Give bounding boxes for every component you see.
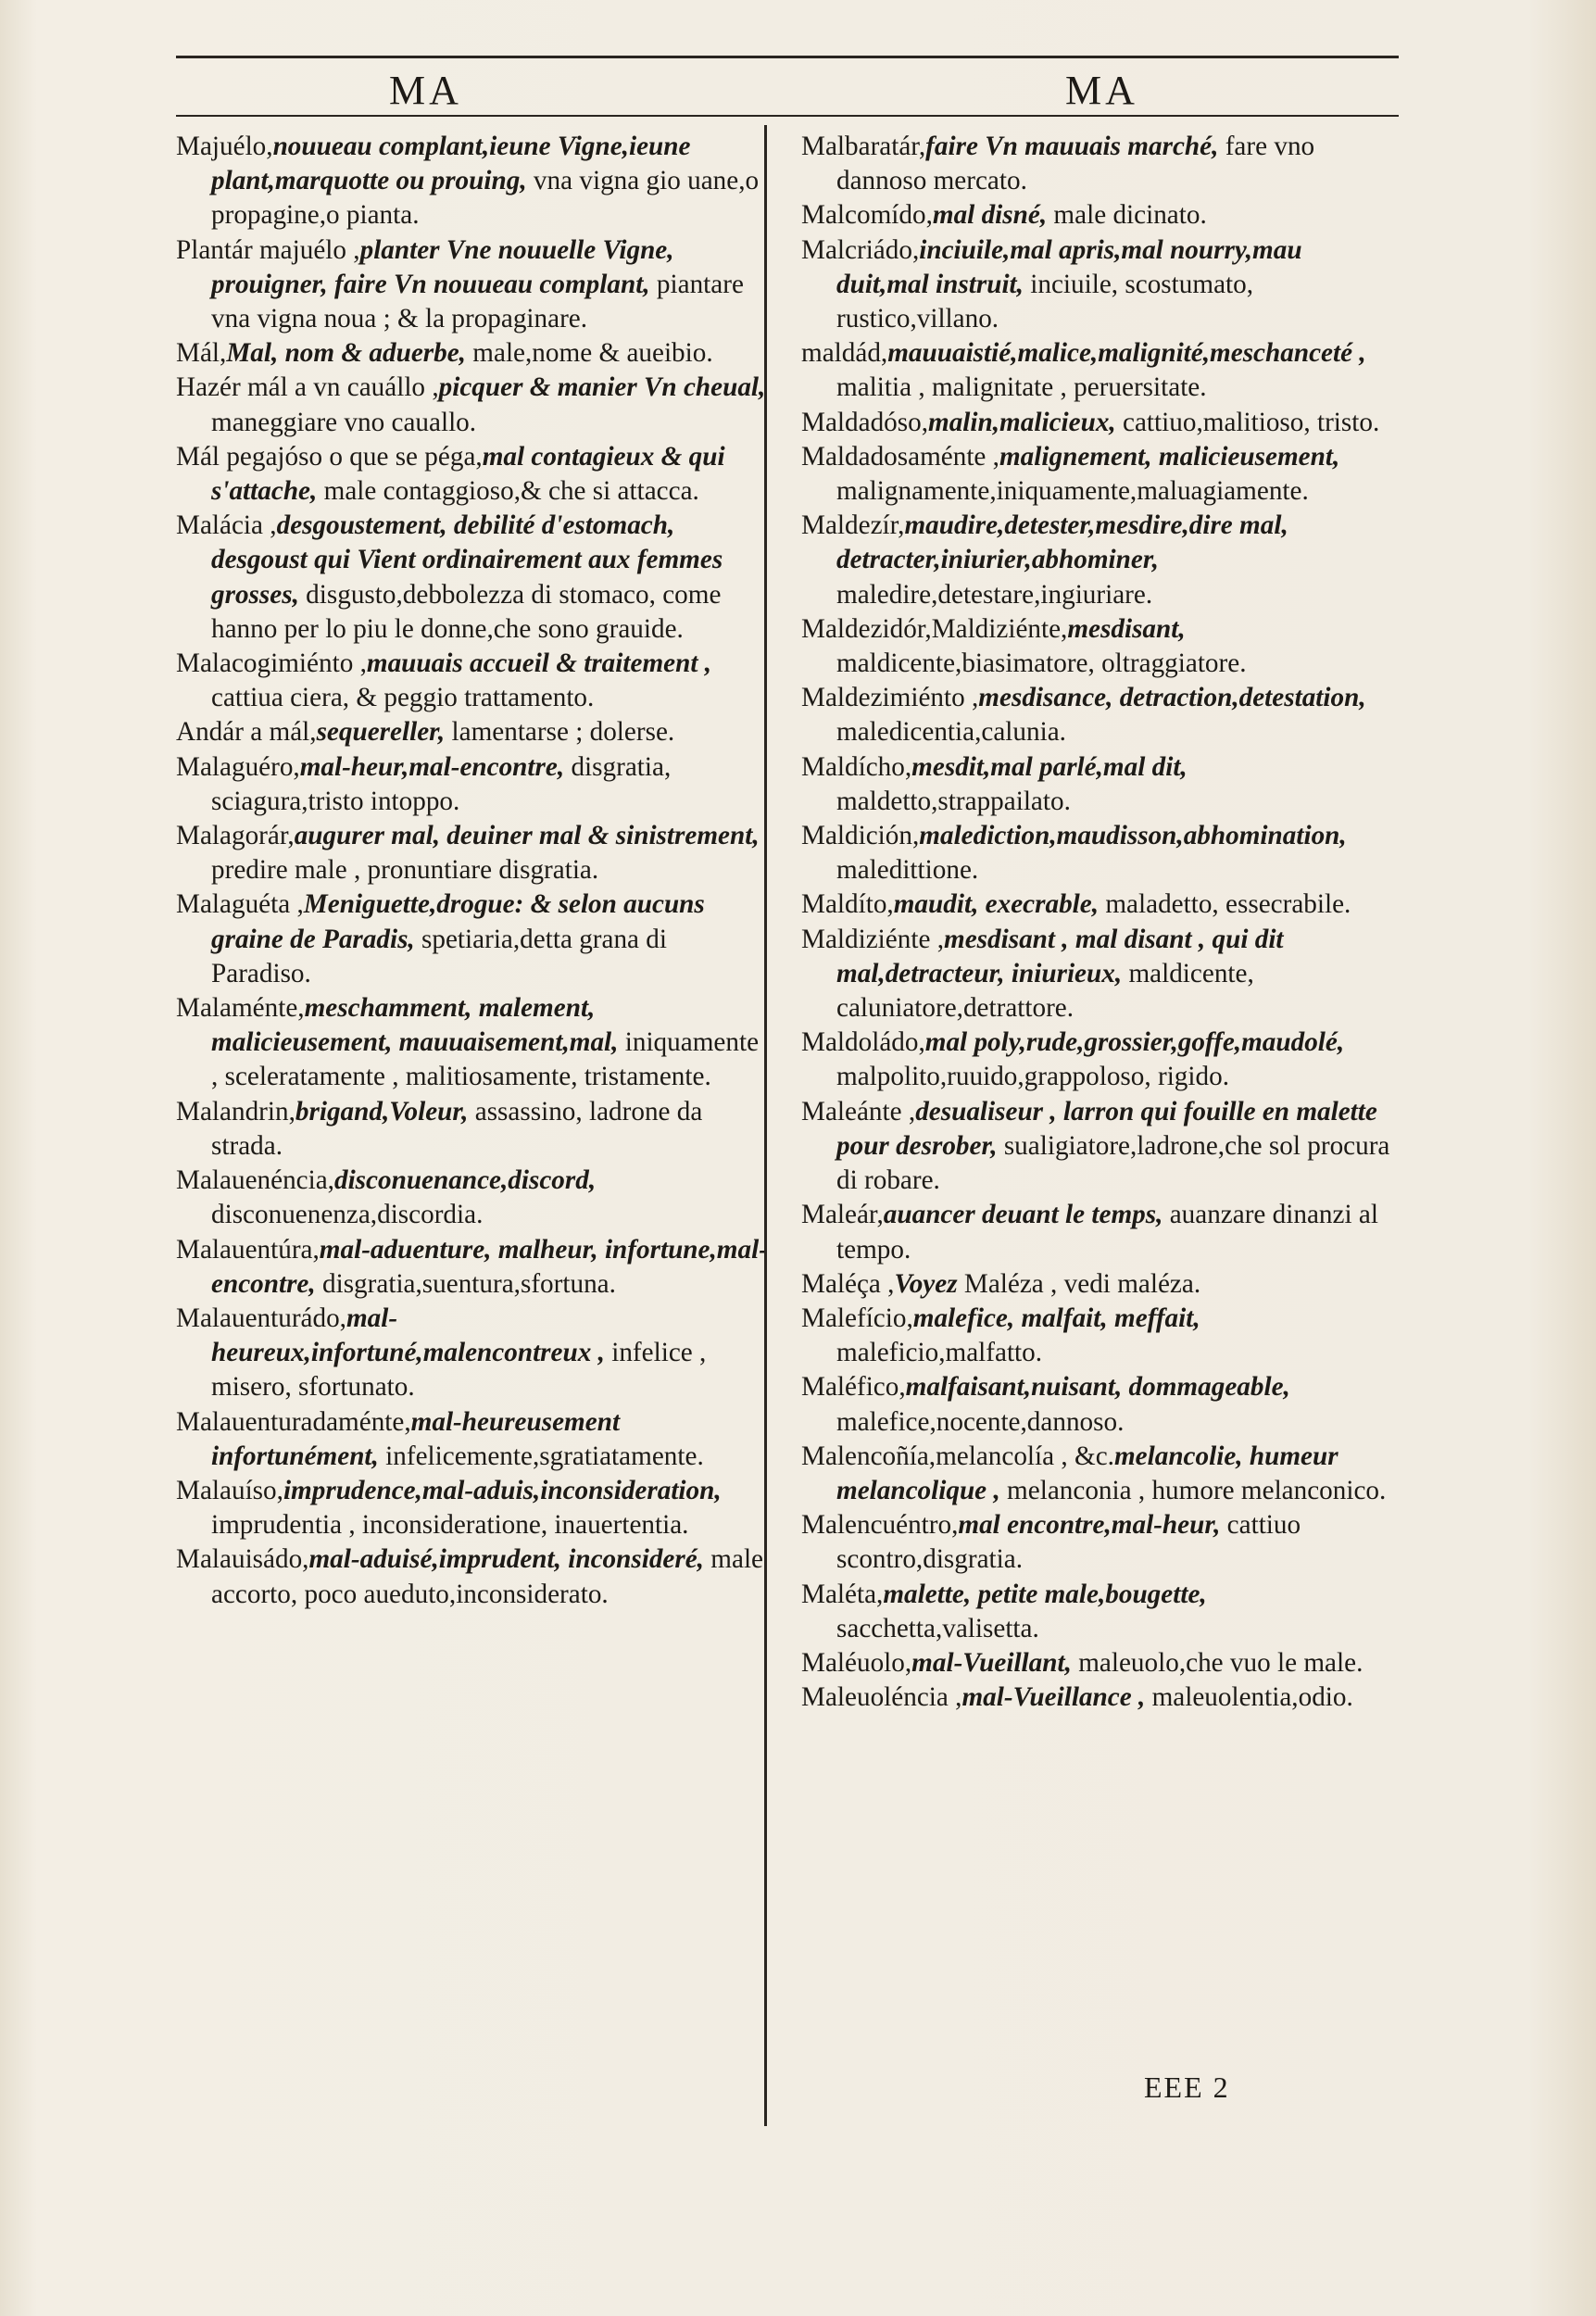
italian-gloss: male,nome & aueibio. xyxy=(472,338,713,369)
dictionary-entry xyxy=(801,1198,1394,1266)
italian-gloss: maleuolo,che vuo le male. xyxy=(1078,1647,1364,1678)
italian-gloss: cattiua ciera, & peggio trattamento. xyxy=(211,683,595,713)
headword: Maldiziénte , xyxy=(801,924,944,954)
dictionary-entry xyxy=(176,130,769,233)
french-gloss: inciuile,mal apris,mal nourry,mau duit,mal instruit, xyxy=(836,234,1302,299)
french-gloss: imprudence,mal-aduis,inconsideration, xyxy=(283,1475,722,1505)
dictionary-entry xyxy=(176,1474,769,1542)
dictionary-entry xyxy=(801,1578,1394,1646)
headword: Maléta, xyxy=(801,1579,884,1609)
headword: Maléfico, xyxy=(801,1372,906,1403)
italian-gloss: vna vigna gio uane,o propagine,o pianta. xyxy=(211,166,760,231)
italian-gloss: sualigiatore,ladrone,che sol procura di robare. xyxy=(836,1130,1390,1196)
french-gloss: mal-heureusement infortunément, xyxy=(211,1406,621,1471)
french-gloss: mesdit,mal parlé,mal dit, xyxy=(911,751,1188,782)
running-head-right: MA xyxy=(1065,68,1138,113)
dictionary-entry xyxy=(176,715,769,749)
italian-gloss: malignamente,iniquamente,maluagiamente. xyxy=(836,476,1309,507)
headword: Malefício, xyxy=(801,1303,913,1333)
italian-gloss: male accorto, poco aueduto,inconsiderato. xyxy=(211,1544,764,1609)
dictionary-entry xyxy=(176,1233,769,1302)
headword: Malauenéncia, xyxy=(176,1165,334,1196)
headword: Malencuéntro, xyxy=(801,1510,959,1541)
italian-gloss: infelicemente,sgratiatamente. xyxy=(385,1441,704,1471)
headword: Malauenturádo, xyxy=(176,1303,346,1333)
french-gloss: mal-aduenture, malheur, infortune,mal-encontre, xyxy=(211,1234,768,1299)
french-gloss: malefice, malfait, meffait, xyxy=(912,1303,1200,1333)
headword: Maldoládo, xyxy=(801,1027,925,1058)
dictionary-entry xyxy=(801,923,1394,1026)
dictionary-entry xyxy=(176,1302,769,1405)
italian-gloss: fare vno dannoso mercato. xyxy=(836,132,1315,196)
italian-gloss: lamentarse ; dolerse. xyxy=(451,717,675,748)
french-gloss: desualiseur , larron qui fouille en malette pour desrober, xyxy=(836,1096,1377,1161)
headword: Maldícho, xyxy=(801,751,912,782)
italian-gloss: maledittione. xyxy=(836,855,979,886)
dictionary-entry xyxy=(176,991,769,1095)
dictionary-entry xyxy=(801,406,1394,440)
french-gloss: mal-heur,mal-encontre, xyxy=(299,751,565,782)
italian-gloss: malefice,nocente,dannoso. xyxy=(836,1406,1125,1437)
italian-gloss: assassino, ladrone da strada. xyxy=(211,1096,703,1161)
headword: maldád, xyxy=(801,338,888,369)
french-gloss: planter Vne nouuelle Vigne, prouigner, faire Vn nouueau complant, xyxy=(211,234,674,299)
headword: Hazér mál a vn cauállo , xyxy=(176,372,439,403)
french-gloss: maudire,detester,mesdire,dire mal, detracter,iniurier,abhominer, xyxy=(836,510,1288,575)
column-divider xyxy=(764,125,767,2126)
italian-gloss: maneggiare vno cauallo. xyxy=(211,407,477,437)
dictionary-entry xyxy=(801,1440,1394,1508)
right-column xyxy=(801,130,1394,1715)
dictionary-entry xyxy=(176,647,769,715)
dictionary-entry xyxy=(801,819,1394,887)
italian-gloss: maleficio,malfatto. xyxy=(836,1338,1043,1368)
dictionary-entry xyxy=(801,198,1394,233)
italian-gloss: predire male , pronuntiare disgratia. xyxy=(211,855,599,886)
french-gloss: mal contagieux & qui s'attache, xyxy=(211,441,725,507)
italian-gloss: disgratia, sciagura,tristo intoppo. xyxy=(211,751,672,816)
french-gloss: mesdisance, detraction,detestation, xyxy=(978,683,1366,713)
french-gloss: Voyez xyxy=(894,1268,958,1299)
headword: Malauenturadaménte, xyxy=(176,1406,411,1437)
dictionary-entry xyxy=(801,233,1394,337)
dictionary-entry xyxy=(176,440,769,509)
italian-gloss: Maléza , vedi maléza. xyxy=(963,1268,1201,1299)
headword: Andár a mál, xyxy=(176,717,317,748)
french-gloss: malignement, malicieusement, xyxy=(999,441,1340,472)
dictionary-entry xyxy=(176,1095,769,1164)
dictionary-entry xyxy=(801,130,1394,198)
italian-gloss: maleuolentia,odio. xyxy=(1151,1682,1353,1713)
italian-gloss: maldetto,strappailato. xyxy=(836,786,1071,816)
headword: Maleár, xyxy=(801,1200,884,1230)
headword: Maldíto, xyxy=(801,889,894,920)
italian-gloss: cattiuo,malitioso, tristo. xyxy=(1123,407,1380,437)
dictionary-entry xyxy=(801,1680,1394,1715)
french-gloss: mesdisant, xyxy=(1067,613,1186,644)
headword: Maldezír, xyxy=(801,510,905,541)
italian-gloss: maldicente,biasimatore, oltraggiatore. xyxy=(836,648,1247,679)
header-rule-top xyxy=(176,56,1399,58)
french-gloss: malediction,maudisson,abhomination, xyxy=(919,821,1347,851)
italian-gloss: maladetto, essecrabile. xyxy=(1105,889,1351,920)
header-rule-bottom xyxy=(176,115,1399,117)
italian-gloss: auanzare dinanzi al tempo. xyxy=(836,1200,1378,1265)
headword: Malaménte, xyxy=(176,993,305,1024)
dictionary-entry xyxy=(176,819,769,887)
italian-gloss: cattiuo scontro,disgratia. xyxy=(836,1510,1301,1575)
headword: Maléça , xyxy=(801,1268,895,1299)
italian-gloss: maledire,detestare,ingiuriare. xyxy=(836,579,1153,610)
french-gloss: sequereller, xyxy=(316,717,446,748)
french-gloss: mauuais accueil & traitement , xyxy=(366,648,712,679)
french-gloss: mauuaistié,malice,malignité,meschanceté , xyxy=(887,338,1366,369)
italian-gloss: male dicinato. xyxy=(1053,200,1207,231)
headword: Maldición, xyxy=(801,821,920,851)
headword: Malencoñía,melancolía , &c. xyxy=(801,1441,1114,1471)
french-gloss: desgoustement, debilité d'estomach, desgoust qui Vient ordinairement aux femmes grosses, xyxy=(211,510,723,610)
french-gloss: brigand,Voleur, xyxy=(295,1096,469,1127)
french-gloss: picquer & manier Vn cheual, xyxy=(438,372,766,403)
italian-gloss: melanconia , humore melanconico. xyxy=(1007,1475,1387,1505)
italian-gloss: infelice , misero, sfortunato. xyxy=(211,1338,707,1403)
italian-gloss: spetiaria,detta grana di Paradiso. xyxy=(211,924,668,988)
french-gloss: augurer mal, deuiner mal & sinistrement, xyxy=(294,821,760,851)
italian-gloss: piantare vna vigna noua ; & la propaginare. xyxy=(211,269,744,334)
french-gloss: Mal, nom & aduerbe, xyxy=(226,338,466,369)
dictionary-entry xyxy=(176,1405,769,1474)
headword: Maldezimiénto , xyxy=(801,683,979,713)
italian-gloss: maledicentia,calunia. xyxy=(836,717,1066,748)
italian-gloss: malitia , malignitate , peruersitate. xyxy=(836,372,1207,403)
italian-gloss: maldicente, caluniatore,detrattore. xyxy=(836,958,1254,1024)
headword: Maldezidór,Maldiziénte, xyxy=(801,613,1068,644)
italian-gloss: male contaggioso,& che si attacca. xyxy=(323,476,699,507)
headword: Maléuolo, xyxy=(801,1647,912,1678)
headword: Malbaratár, xyxy=(801,132,926,161)
dictionary-entry xyxy=(801,1267,1394,1302)
headword: Malcomído, xyxy=(801,200,933,231)
headword: Maldadosaménte , xyxy=(801,441,999,472)
dictionary-entry xyxy=(801,1026,1394,1094)
french-gloss: mal poly,rude,grossier,goffe,maudolé, xyxy=(924,1027,1345,1058)
french-gloss: nouueau complant,ieune Vigne,ieune plant,marquotte ou prouing, xyxy=(211,132,691,196)
french-gloss: melancolie, humeur melancolique , xyxy=(836,1441,1338,1505)
french-gloss: mesdisant , mal disant , qui dit mal,detracteur, iniurieux, xyxy=(836,924,1284,988)
french-gloss: malfaisant,nuisant, dommageable, xyxy=(905,1372,1290,1403)
dictionary-entry xyxy=(801,509,1394,612)
french-gloss: auancer deuant le temps, xyxy=(883,1200,1163,1230)
dictionary-entry xyxy=(176,336,769,371)
dictionary-entry xyxy=(176,371,769,439)
headword: Maleuoléncia , xyxy=(801,1682,962,1713)
headword: Malcriádo, xyxy=(801,234,920,265)
headword: Plantár majuélo , xyxy=(176,234,360,265)
headword: Malauentúra, xyxy=(176,1234,320,1265)
italian-gloss: iniquamente , sceleratamente , malitiosamente, tristamente. xyxy=(211,1027,760,1092)
french-gloss: malin,malicieux, xyxy=(928,407,1116,437)
french-gloss: Meniguette,drogue: & selon aucuns graine de Paradis, xyxy=(211,889,705,954)
dictionary-entry xyxy=(801,1095,1394,1199)
french-gloss: meschamment, malement, malicieusement, mauuaisement,mal, xyxy=(211,993,619,1058)
dictionary-entry xyxy=(801,750,1394,819)
dictionary-entry xyxy=(176,233,769,337)
headword: Malácia , xyxy=(176,510,277,541)
signature-mark: EEE 2 xyxy=(1144,2071,1230,2104)
dictionary-entry xyxy=(801,1646,1394,1680)
headword: Malaguéta , xyxy=(176,889,304,920)
headword: Malandrin, xyxy=(176,1096,295,1127)
headword: Maldadóso, xyxy=(801,407,929,437)
dictionary-entry xyxy=(801,1302,1394,1370)
italian-gloss: malpolito,ruuido,grappoloso, rigido. xyxy=(836,1062,1229,1092)
dictionary-entry xyxy=(176,1542,769,1611)
running-head-left: MA xyxy=(389,68,462,113)
french-gloss: malette, petite male,bougette, xyxy=(883,1579,1207,1609)
headword: Majuélo, xyxy=(176,132,273,161)
french-gloss: mal-Vueillant, xyxy=(911,1647,1072,1678)
dictionary-entry xyxy=(176,750,769,819)
dictionary-entry xyxy=(801,612,1394,681)
italian-gloss: sacchetta,valisetta. xyxy=(836,1613,1039,1643)
italian-gloss: imprudentia , inconsideratione, inauertentia. xyxy=(211,1510,689,1541)
dictionary-entry xyxy=(801,1508,1394,1577)
dictionary-entry xyxy=(801,887,1394,922)
italian-gloss: disgratia,suentura,sfortuna. xyxy=(322,1268,616,1299)
left-column xyxy=(176,130,769,1612)
dictionary-entry xyxy=(176,509,769,647)
headword: Mál pegajóso o que se péga, xyxy=(176,441,483,472)
headword: Malagorár, xyxy=(176,821,295,851)
french-gloss: disconuenance,discord, xyxy=(333,1165,597,1196)
headword: Mál, xyxy=(176,338,227,369)
italian-gloss: disgusto,debbolezza di stomaco, come hanno per lo piu le donne,che sono grauide. xyxy=(211,579,722,644)
dictionary-entry xyxy=(176,887,769,991)
french-gloss: faire Vn mauuais marché, xyxy=(925,132,1219,161)
headword: Malauisádo, xyxy=(176,1544,309,1575)
dictionary-entry xyxy=(801,681,1394,749)
french-gloss: maudit, execrable, xyxy=(893,889,1100,920)
dictionary-entry xyxy=(801,336,1394,405)
headword: Malauíso, xyxy=(176,1475,283,1505)
french-gloss: mal disné, xyxy=(932,200,1048,231)
french-gloss: mal-Vueillance , xyxy=(961,1682,1146,1713)
italian-gloss: disconuenenza,discordia. xyxy=(211,1200,484,1230)
dictionary-entry xyxy=(801,1370,1394,1439)
headword: Malaguéro, xyxy=(176,751,300,782)
headword: Malacogimiénto , xyxy=(176,648,367,679)
italian-gloss: inciuile, scostumato, rustico,villano. xyxy=(836,269,1254,334)
headword: Maleánte , xyxy=(801,1096,916,1127)
dictionary-entry xyxy=(801,440,1394,509)
french-gloss: mal-heureux,infortuné,malencontreux , xyxy=(211,1303,605,1368)
dictionary-entry xyxy=(176,1164,769,1232)
french-gloss: mal encontre,mal-heur, xyxy=(958,1510,1221,1541)
french-gloss: mal-aduisé,imprudent, inconsideré, xyxy=(308,1544,704,1575)
